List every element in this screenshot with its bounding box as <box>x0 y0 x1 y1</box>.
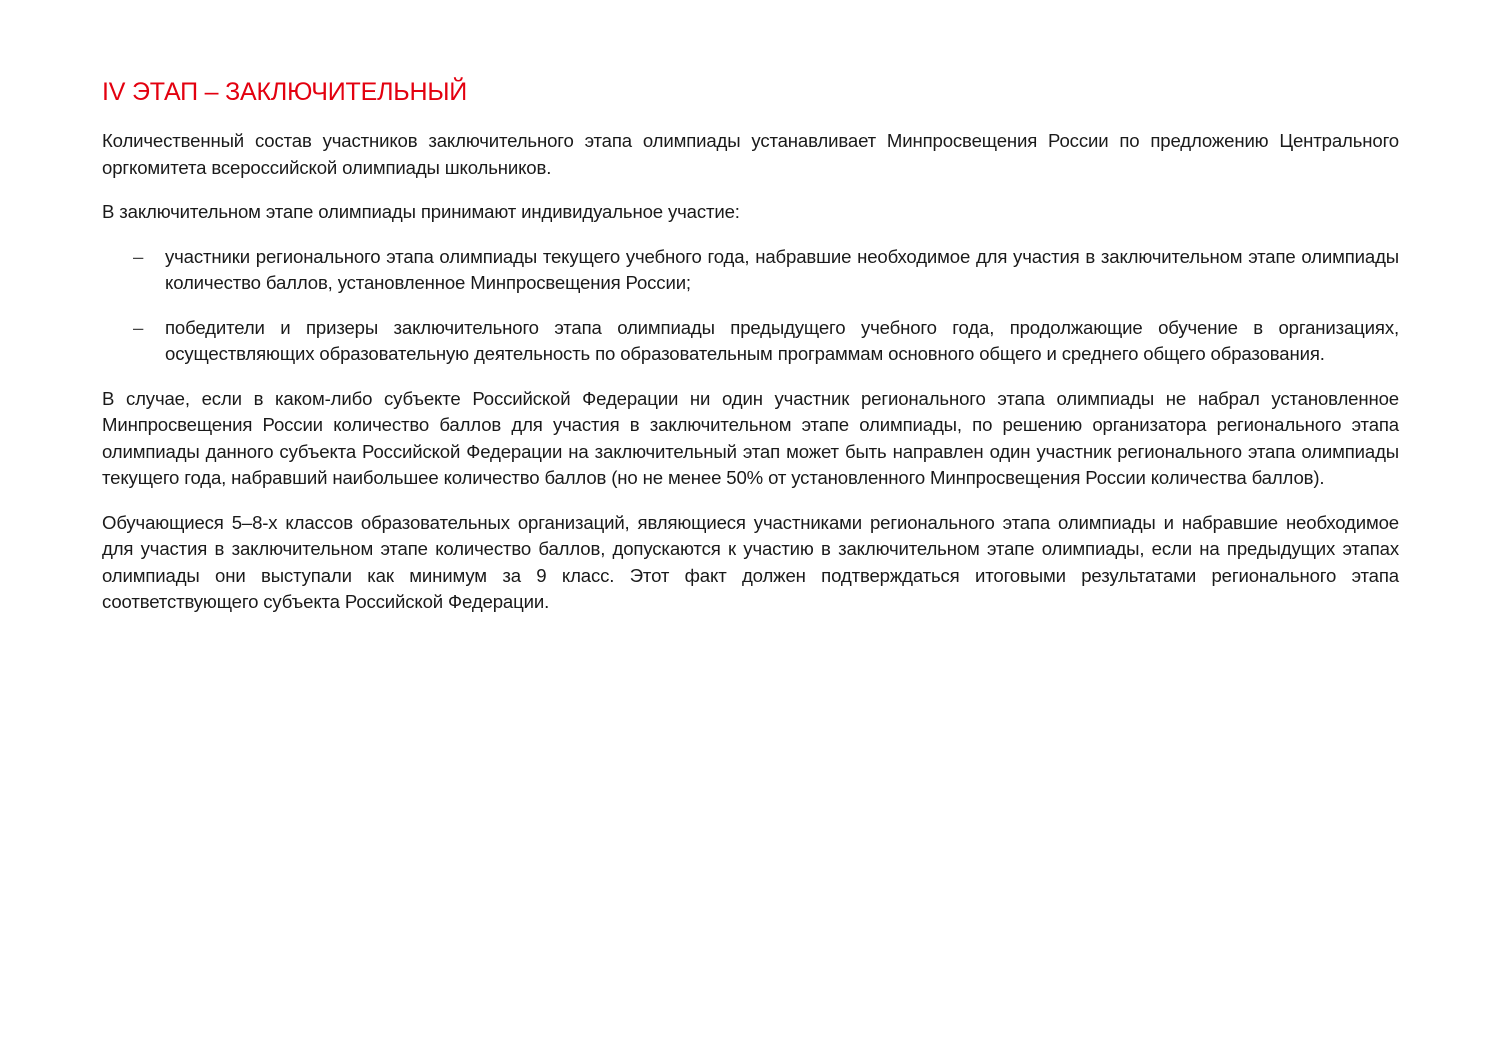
document-page <box>102 76 1399 634</box>
list-item-text: участники регионального этапа олимпиады текущего учебного года, набравшие необходимое для участия в заключительном этапе олимпиады количество баллов, установленное Минпросвещения России; <box>165 245 1399 293</box>
paragraph-junior-students: Обучающиеся 5–8-х классов образовательных организаций, являющиеся участниками регионального этапа олимпиады и набравшие необходимое для участия в заключительном этапе количество баллов, допускаются к участию в заключительном этапе олимпиады, если на предыдущих этапах олимпиады они выступали как минимум за 9 класс. Этот факт должен подтверждаться итоговыми результатами регионального этапа соответствующего субъекта Российской Федерации. <box>102 511 1399 612</box>
section-title: IV ЭТАП – ЗАКЛЮЧИТЕЛЬНЫЙ <box>102 78 468 106</box>
list-item <box>102 244 1399 297</box>
paragraph-regional-exception: В случае, если в каком-либо субъекте Российской Федерации ни один участник регионального этапа олимпиады не набрал установленное Минпросвещения России количество баллов для участия в заключительном этапе олимпиады, по решению организатора регионального этапа олимпиады данного субъекта Российской Федерации на заключительный этап может быть направлен один участник регионального этапа олимпиады текущего года, набравший наибольшее количество баллов (но не менее 50% от установленного Минпросвещения России количества баллов). <box>102 387 1399 488</box>
dash-marker: – <box>133 316 144 338</box>
dash-marker: – <box>133 245 144 267</box>
list-item <box>102 315 1399 368</box>
paragraph-individual-participation: В заключительном этапе олимпиады принимают индивидуальное участие: <box>102 201 740 222</box>
paragraph-participants-count: Количественный состав участников заключительного этапа олимпиады устанавливает Минпросвещения России по предложению Центрального оргкомитета всероссийской олимпиады школьников. <box>102 130 1399 178</box>
list-item-text: победители и призеры заключительного этапа олимпиады предыдущего учебного года, продолжающие обучение в организациях, осуществляющих образовательную деятельность по образовательным программам основного общего и среднего общего образования. <box>165 316 1399 364</box>
participants-list <box>102 244 1399 368</box>
